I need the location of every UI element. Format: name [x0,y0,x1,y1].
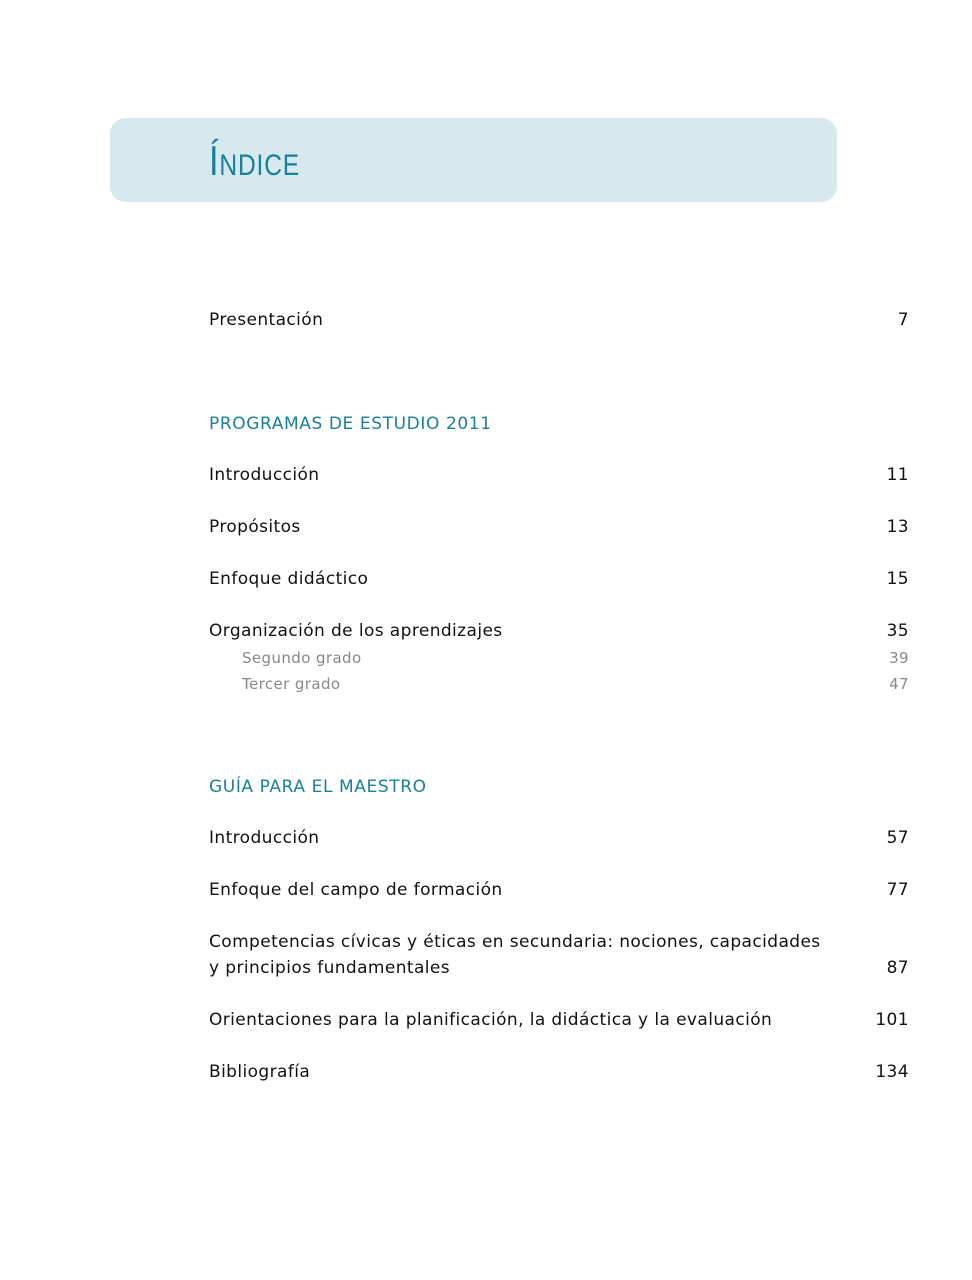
entry-page: 13 [886,517,909,537]
entry-page: 11 [886,465,909,485]
subentry-page: 47 [889,675,909,693]
entry-page: 35 [886,621,909,641]
subentry-label: Segundo grado [242,649,362,667]
title-rest: NDICE [219,149,301,182]
entry-label: Presentación [209,310,324,330]
entry-label: Introducción [209,465,320,485]
toc-entry[interactable] [209,929,909,981]
entry-page: 15 [886,569,909,589]
entry-label: Introducción [209,828,320,848]
entry-page: 57 [886,828,909,848]
entry-page: 7 [897,310,909,330]
entry-page: 101 [875,1010,909,1030]
entry-label: Enfoque del campo de formación [209,880,503,900]
page-title [209,138,300,189]
section-heading-guia: GUÍA PARA EL MAESTRO [209,777,427,797]
subentry-page: 39 [889,649,909,667]
entry-label: Orientaciones para la planificación, la didáctica y la evaluación [209,1010,773,1030]
title-band [110,118,837,202]
entry-label: Enfoque didáctico [209,569,369,589]
section-heading-programas: PROGRAMAS DE ESTUDIO 2011 [209,414,492,434]
title-initial: Í [209,137,220,184]
entry-page: 87 [886,958,909,978]
entry-label: Bibliografía [209,1062,311,1082]
entry-label: Propósitos [209,517,301,537]
entry-label: Organización de los aprendizajes [209,621,503,641]
entry-page: 77 [886,880,909,900]
entry-label-line2: y principios fundamentales [209,958,451,978]
subentry-label: Tercer grado [242,675,341,693]
entry-label-line1: Competencias cívicas y éticas en secundaria: nociones, capacidades [209,932,821,952]
entry-page: 134 [875,1062,909,1082]
